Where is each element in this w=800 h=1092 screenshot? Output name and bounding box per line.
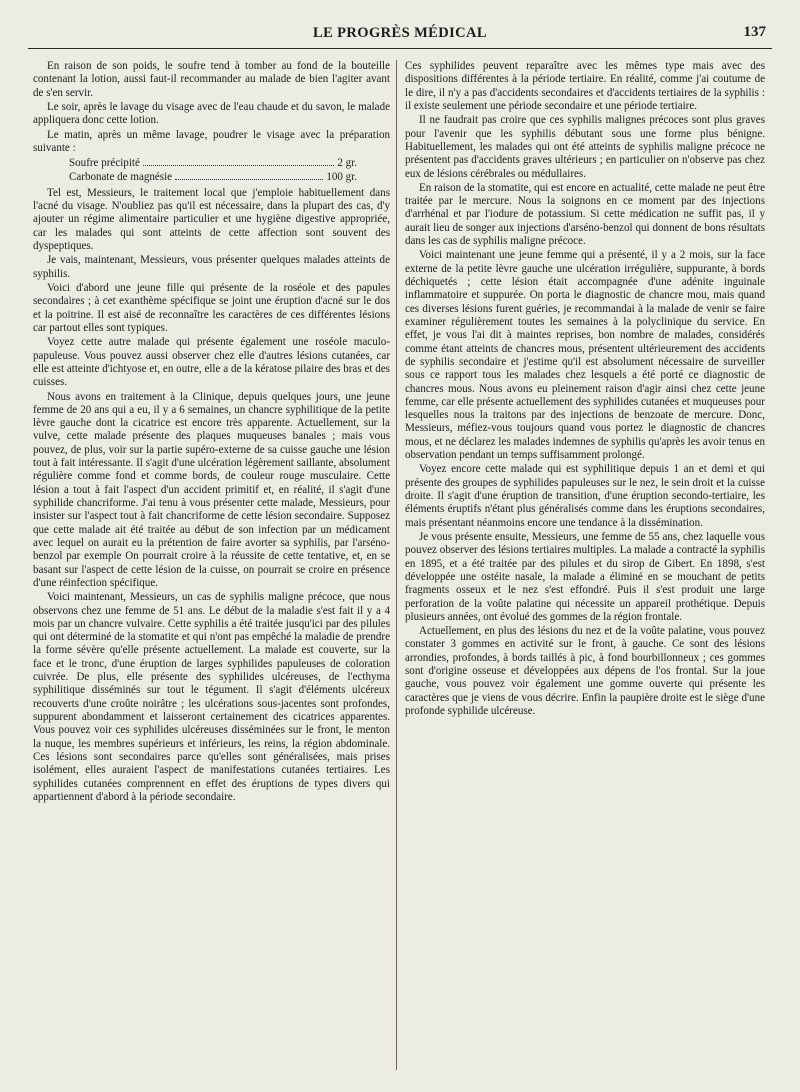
paragraph: Voici d'abord une jeune fille qui présente de la roséole et des papules secondaires ; à cet exanthème spécifique se joint une éruption d'acné sur le dos et la poitrine. Il est aisé de reconnaître les caractères de ces différentes lésions car partout elles sont typiques. xyxy=(33,282,390,334)
left-column xyxy=(33,60,390,805)
paragraph: Voici maintenant, Messieurs, un cas de syphilis maligne précoce, que nous observons chez une femme de 51 ans. Le début de la maladie s'est fait il y a 4 mois par un chancre vulvaire. Cette syphilis a été traitée jusqu'ici par des pilules qui ont déterminé de la stomatite et qui n'ont pas empêché la maladie de prendre la forme sévère qu'elle présente actuellement. La malade est couverte, sur la face et le tronc, d'une éruption de larges syphilides papuleuses de coloration cuivrée. De plus, elle présente des syphilides ulcéreuses, de l'ecthyma syphilitique disséminés sur tout le tégument. Il s'agit d'éléments ulcéreux recouverts d'une croûte noirâtre ; les ulcérations sous-jacentes sont profondes, suppurent abondamment et laisseront certainement des cicatrices apparentes. Vous pouvez voir ces syphilides ulcéreuses disséminées sur le front, le menton la nuque, les membres supérieurs et inférieurs, les reins, la région abdominale. Ces lésions sont secondaires parce qu'elles sont généralisées, mais prises isolément, elles auraient l'aspect de manifestations cutanées tertiaires. Les syphilides cutanées comprennent en effet des éruptions de types divers qui appartiennent d'abord à la période secondaire. xyxy=(33,591,390,803)
paragraph: Il ne faudrait pas croire que ces syphilis malignes précoces sont plus graves pour l'avenir que les syphilis débutant sous une forme plus bénigne. Habituellement, les malades qui ont été atteints de syphilis maligne précoce ne présentent pas d'accidents graves ultérieurs ; en particulier on n'observe pas chez eux de lésions cérébrales ou médullaires. xyxy=(405,114,765,180)
prescription-row xyxy=(69,171,357,184)
column-divider xyxy=(396,60,397,1070)
paragraph: Le soir, après le lavage du visage avec de l'eau chaude et du savon, le malade appliquera donc cette lotion. xyxy=(33,100,390,127)
ingredient-name: Soufre précipité xyxy=(69,157,140,170)
ingredient-quantity: 100 gr. xyxy=(326,170,357,183)
paragraph: En raison de son poids, le soufre tend à tomber au fond de la bouteille contenant la lotion, aussi faut-il recommander au malade de bien l'agiter avant de s'en servir. xyxy=(33,60,390,99)
leader-dots xyxy=(143,165,335,166)
prescription-table xyxy=(69,157,357,184)
page-header xyxy=(28,22,772,49)
ingredient-quantity: 2 gr. xyxy=(337,157,357,170)
paragraph: En raison de la stomatite, qui est encore en actualité, cette malade ne peut être traitée par le mercure. Nous la soignons en ce moment par des injections d'arrhénal et par l'iodure de potassium. Si cette médication ne suffit pas, il y aurait lieu de songer aux injections d'arséno-benzol qui donnent de bons résultats dans les cas de syphilis maligne précoce. xyxy=(405,181,765,248)
leader-dots xyxy=(175,179,323,180)
paragraph: Nous avons en traitement à la Clinique, depuis quelques jours, une jeune femme de 20 ans qui a eu, il y a 6 semaines, un chancre syphilitique de la petite lèvre gauche dont la cicatrice est encore très apparente. Actuellement, sur la vulve, cette malade présente des plaques muqueuses banales ; mais vous pouvez, de plus, voir sur la partie supéro-externe de sa cuisse gauche une lésion tout à fait intéressante. Il s'agit d'une ulcération légèrement saillante, absolument régulière comme fond et comme bords, de couleur rouge musculaire. Cette lésion a tout à fait l'aspect d'un accident primitif et, en réalité, il s'agit d'une syphilide chancriforme. J'ai tenu à vous présenter cette malade, Messieurs, pour insister sur l'aspect tout à fait chancriforme de cette lésion secondaire. Supposez que cette malade ait été traitée au début de son infection par un médicament avec lequel on aurait eu la prétention de faire avorter sa syphilis, par l'arséno-benzol par exemple On pourrait croire à la réussite de cette tentative, et, en se basant sur l'aspect de cette lésion de la cuisse, on pourrait se croire en présence d'une réinfection spécifique. xyxy=(33,390,390,589)
paragraph: Voyez cette autre malade qui présente également une roséole maculo-papuleuse. Vous pouvez aussi observer chez elle d'autres lésions cutanées, car elle est atteinte d'ichtyose et, en outre, elle a de la kératose pilaire des bras et des cuisses. xyxy=(33,336,390,389)
paragraph: Je vous présente ensuite, Messieurs, une femme de 55 ans, chez laquelle vous pouvez observer des lésions tertiaires multiples. La malade a contracté la syphilis en 1895, et a été traitée par des pilules et du sirop de Gibert. En 1898, s'est développée une ostéite nasale, la malade a éliminé en se mouchant de petits fragments osseux et le nez s'est effondré. Puis il s'est produit une large perforation de la voûte palatine qui nécessite un appareil prothétique. Depuis plusieurs années, ont évolué des gommes de la région frontale. xyxy=(405,530,765,623)
paragraph: Tel est, Messieurs, le traitement local que j'emploie habituellement dans l'acné du visage. N'oubliez pas qu'il est nécessaire, dans la plupart des cas, d'y ajouter un régime alimentaire particulier et une hygiène digestive appropriée, car les malades qui sont atteints de cette affection sont souvent des dyspeptiques. xyxy=(33,186,390,253)
paragraph: Le matin, après un même lavage, poudrer le visage avec la préparation suivante : xyxy=(33,128,390,154)
prescription-row xyxy=(69,157,357,170)
paragraph: Voici maintenant une jeune femme qui a présenté, il y a 2 mois, sur la face externe de la petite lèvre gauche une ulcération irrégulière, suppurante, à bords déchiquetés ; cette lésion était accompagnée d'une adénite inguinale inflammatoire et suppurée. On porta le diagnostic de chancre mou, mais quand ces diverses lésions furent guéries, je recommandai à la malade de venir se faire examiner régulièrement toutes les semaines à la polyclinique du service. En effet, je vous l'ai dit à maintes reprises, bon nombre de malades, considérés comme étant atteints de chancres mous, présentent ultérieurement des accidents de syphilis secondaire et j'estime qu'il est absolument nécessaire de surveiller sous ce rapport tous les malades chez lesquels a été porté ce diagnostic de chancres mous. Nous avons eu pleinement raison d'agir ainsi chez cette jeune femme, car elle présente actuellement des syphilides cutanées et muqueuses pour lesquelles nous la traitons par des injections de benzoate de mercure. Donc, Messieurs, méfiez-vous toujours quand vous portez le diagnostic de chancres mous, et ne déclarez les malades indemnes de syphilis qu'après les avoir tenus en observation pendant un temps suffisamment prolongé. xyxy=(405,249,765,462)
paragraph: Je vais, maintenant, Messieurs, vous présenter quelques malades atteints de syphilis. xyxy=(33,254,390,280)
right-column xyxy=(405,60,765,719)
paragraph: Voyez encore cette malade qui est syphilitique depuis 1 an et demi et qui présente des groupes de syphilides papuleuses sur le nez, le sein droit et la cuisse droite. Il s'agit d'une éruption de transition, d'une éruption secondo-tertiaire, les éléments éruptifs n'étant plus généralisés comme dans les éruptions secondaires, mais présentant néanmoins encore une tendance à la dissémination. xyxy=(405,463,765,529)
ingredient-name: Carbonate de magnésie xyxy=(69,170,173,183)
paragraph: Actuellement, en plus des lésions du nez et de la voûte palatine, vous pouvez constater 3 gommes en activité sur le front, à gauche. Ce sont des lésions arrondies, profondes, à bords taillés à pic, à fond bourbillonneux ; ces gommes sont d'origine osseuse et développées aux dépens de l'os frontal. Sur la joue gauche, vous pouvez voir également une gomme ouverte qui présente les caractères que je viens de vous décrire. Enfin la paupière droite est le siège d'une profonde syphilide ulcéreuse. xyxy=(405,625,765,717)
paragraph: Ces syphilides peuvent reparaître avec les mêmes type mais avec des dispositions différentes à la période tertiaire. En réalité, comme j'ai coutume de le dire, il n'y a pas d'accidents secondaires et d'accidents tertiaires de la syphilis : il existe seulement une période secondaire et une période tertiaire. xyxy=(405,60,765,112)
page-number: 137 xyxy=(743,24,766,40)
journal-title: LE PROGRÈS MÉDICAL xyxy=(313,25,487,41)
